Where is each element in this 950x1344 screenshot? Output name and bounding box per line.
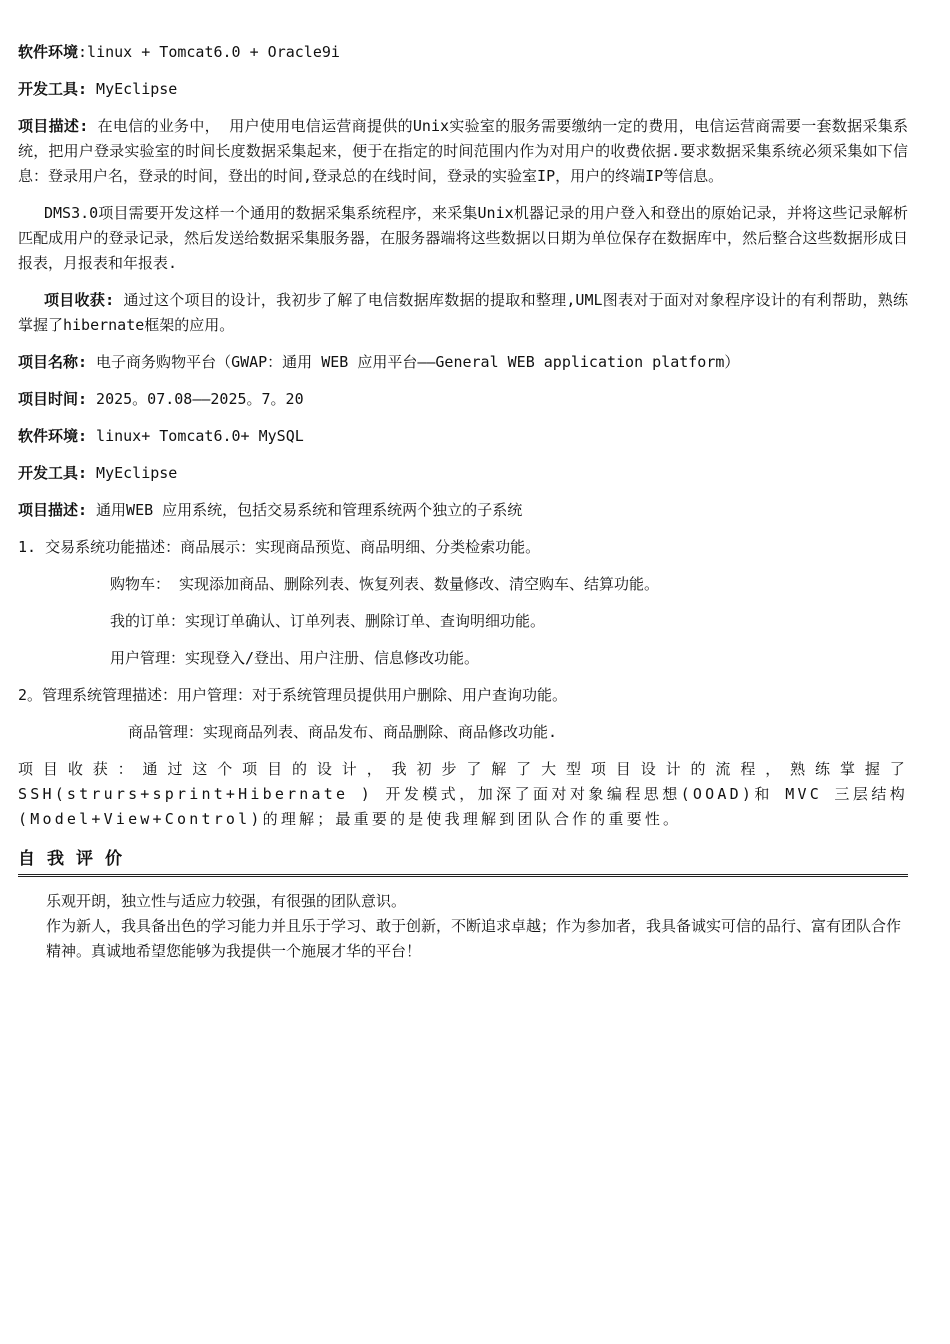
project-time-label: 项目时间: xyxy=(18,390,88,408)
tool-value: MyEclipse xyxy=(87,80,178,98)
tool2-value: MyEclipse xyxy=(87,464,178,482)
desc2-value: 通用WEB 应用系统，包括交易系统和管理系统两个独立的子系统 xyxy=(87,501,523,519)
gain2-paragraph: 项目收获：通过这个项目的设计，我初步了解了大型项目设计的流程，熟练掌握了SSH(strurs+sprint+Hibernate ) 开发模式，加深了面对对象编程思想(OOAD)和 MVC 三层结构(Model+View+Control)的理解；最重要的是使我理解到团队合作的重要性。 xyxy=(18,760,908,828)
project-name-line xyxy=(18,350,908,375)
user-mgmt-line: 用户管理：实现登入/登出、用户注册、信息修改功能。 xyxy=(110,649,480,667)
resume-page xyxy=(18,40,908,964)
env2-line xyxy=(18,424,908,449)
dms-paragraph: DMS3.0项目需要开发这样一个通用的数据采集系统程序，来采集Unix机器记录的用户登入和登出的原始记录，并将这些记录解析匹配成用户的登录记录，然后发送给数据采集服务器，在服务器端将这些数据以日期为单位保存在数据库中，然后整合这些数据形成日报表，月报表和年报表. xyxy=(18,204,908,272)
desc-paragraph xyxy=(18,114,908,189)
self-eval-line-1: 乐观开朗，独立性与适应力较强，有很强的团队意识。 xyxy=(46,892,407,910)
orders-line: 我的订单：实现订单确认、订单列表、删除订单、查询明细功能。 xyxy=(110,612,546,630)
tool2-label: 开发工具: xyxy=(18,464,88,482)
tool-line xyxy=(18,77,908,102)
env-line xyxy=(18,40,908,65)
self-eval-line-2: 作为新人，我具备出色的学习能力并且乐于学习、敢于创新，不断追求卓越；作为参加者，我具备诚实可信的品行、富有团队合作精神。真诚地希望您能够为我提供一个施展才华的平台！ xyxy=(46,917,902,960)
desc2-label: 项目描述: xyxy=(18,501,88,519)
project-name-value: 电子商务购物平台（GWAP：通用 WEB 应用平台——General WEB application platform） xyxy=(87,353,740,371)
gain-value: 通过这个项目的设计，我初步了解了电信数据库数据的提取和整理,UML图表对于面对对象程序设计的有利帮助，熟练掌握了hibernate框架的应用。 xyxy=(18,291,909,334)
section-title-self-eval: 自我评价 xyxy=(18,846,908,877)
project-time-line xyxy=(18,387,908,412)
env-value: :linux + Tomcat6.0 + Oracle9i xyxy=(78,43,340,61)
cart-line: 购物车： 实现添加商品、删除列表、恢复列表、数量修改、清空购车、结算功能。 xyxy=(110,575,660,593)
trade-system-line: 1. 交易系统功能描述：商品展示：实现商品预览、商品明细、分类检索功能。 xyxy=(18,538,541,556)
self-eval-block xyxy=(18,889,908,964)
desc-value: 在电信的业务中， 用户使用电信运营商提供的Unix实验室的服务需要缴纳一定的费用，电信运营商需要一套数据采集系统，把用户登录实验室的时间长度数据采集起来，便于在指定的时间范围内作为对用户的收费依据.要求数据采集系统必须采集如下信息：登录用户名，登录的时间，登出的时间,登录总的在线时间，登录的实验室IP，用户的终端IP等信息。 xyxy=(18,117,908,185)
env2-value: linux+ Tomcat6.0+ MySQL xyxy=(87,427,304,445)
admin-system-line: 2。管理系统管理描述：用户管理：对于系统管理员提供用户删除、用户查询功能。 xyxy=(18,686,568,704)
gain-label: 项目收获: xyxy=(44,291,115,309)
desc-label: 项目描述: xyxy=(18,117,89,135)
env-label: 软件环境 xyxy=(18,43,79,61)
tool2-line xyxy=(18,461,908,486)
project-name-label: 项目名称: xyxy=(18,353,88,371)
goods-mgmt-line: 商品管理：实现商品列表、商品发布、商品删除、商品修改功能. xyxy=(128,723,558,741)
desc2-line xyxy=(18,498,908,523)
project-time-value: 2025。07.08——2025。7。20 xyxy=(87,390,304,408)
tool-label: 开发工具: xyxy=(18,80,88,98)
gain-paragraph xyxy=(18,288,908,338)
env2-label: 软件环境: xyxy=(18,427,88,445)
